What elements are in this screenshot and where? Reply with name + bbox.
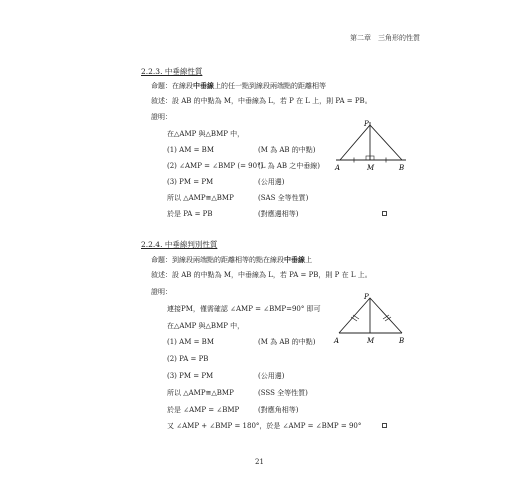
triangle-figure-1 <box>332 118 412 176</box>
proposition-2-prefix: 命題：到線段兩端點的距離相等的點在線段 <box>151 256 284 264</box>
proposition-1-prefix: 命題：在線段 <box>151 82 193 90</box>
triangle-figure-2 <box>332 291 412 349</box>
fig2-label-a: A <box>334 337 340 345</box>
fig1-label-p: P <box>364 120 369 128</box>
qed-box-1 <box>382 211 387 216</box>
chapter-header: 第二章 三角形的性質 <box>350 34 420 42</box>
proposition-1-suffix: 上的任一點到線段兩端點的距離相等 <box>214 82 326 90</box>
proposition-2-suffix: 上 <box>305 256 312 264</box>
proof2-line-3: (1) AM = BM <box>167 338 214 346</box>
proof1-line-4: (3) PM = PM <box>167 178 214 186</box>
proposition-1-keyword: 中垂線 <box>193 81 214 90</box>
fig2-label-p: P <box>364 293 369 301</box>
proof1-line-1: 在△AMP 與△BMP 中， <box>167 130 245 138</box>
proposition-2-keyword: 中垂線 <box>284 255 305 264</box>
proof1-reason-3: (公用邊) <box>258 178 285 186</box>
proof1-reason-5: (對應邊相等) <box>258 210 299 218</box>
proof1-line-5: 所以 △AMP≅△BMP <box>167 194 234 202</box>
proof1-line-2: (1) AM = BM <box>167 146 214 154</box>
proof2-line-8: 又 ∠AMP + ∠BMP = 180°，於是 ∠AMP = ∠BMP = 90° <box>167 422 362 430</box>
fig2-label-m: M <box>367 337 375 345</box>
section-title-2-2-4: 2.2.4. 中垂線判別性質 <box>141 240 218 249</box>
proof2-reason-2: (公用邊) <box>258 372 285 380</box>
proof2-line-1: 連接PM，僅需確認 ∠AMP = ∠BMP=90° 即可 <box>167 305 321 313</box>
proof2-reason-3: (SSS 全等性質) <box>258 389 308 397</box>
proof1-line-6: 於是 PA = PB <box>167 210 213 218</box>
proof2-line-4: (2) PA = PB <box>167 355 209 363</box>
proof2-line-2: 在△AMP 與△BMP 中， <box>167 322 245 330</box>
section-title-2-2-3: 2.2.3. 中垂線性質 <box>141 67 203 76</box>
fig1-label-b: B <box>399 164 405 172</box>
proof-label-2: 證明： <box>151 288 172 296</box>
proof2-line-6: 所以 △AMP≅△BMP <box>167 389 234 397</box>
fig1-label-a: A <box>335 164 341 172</box>
fig1-label-m: M <box>367 164 375 172</box>
qed-box-2 <box>382 423 387 428</box>
proposition-2 <box>151 255 312 265</box>
proof-label-1: 證明： <box>151 113 172 121</box>
proposition-1 <box>151 81 326 91</box>
proof2-reason-1: (M 為 AB 的中點) <box>258 338 316 346</box>
proof2-line-7: 於是 ∠AMP = ∠BMP <box>167 406 240 414</box>
proof1-reason-1: (M 為 AB 的中點) <box>258 146 316 154</box>
page-number: 21 <box>255 458 264 466</box>
proof2-reason-4: (對應角相等) <box>258 406 299 414</box>
proof1-line-3: (2) ∠AMP = ∠BMP (= 90°) <box>167 162 264 170</box>
proof1-reason-2: (L 為 AB 之中垂線) <box>258 162 320 170</box>
statement-2: 敘述：設 AB 的中點為 M，中垂線為 L，若 PA = PB，則 P 在 L 上。 <box>151 271 372 279</box>
statement-1: 敘述：設 AB 的中點為 M，中垂線為 L，若 P 在 L 上，則 PA = PB。 <box>151 97 372 105</box>
proof2-line-5: (3) PM = PM <box>167 372 214 380</box>
fig2-label-b: B <box>399 337 405 345</box>
proof1-reason-4: (SAS 全等性質) <box>258 194 309 202</box>
